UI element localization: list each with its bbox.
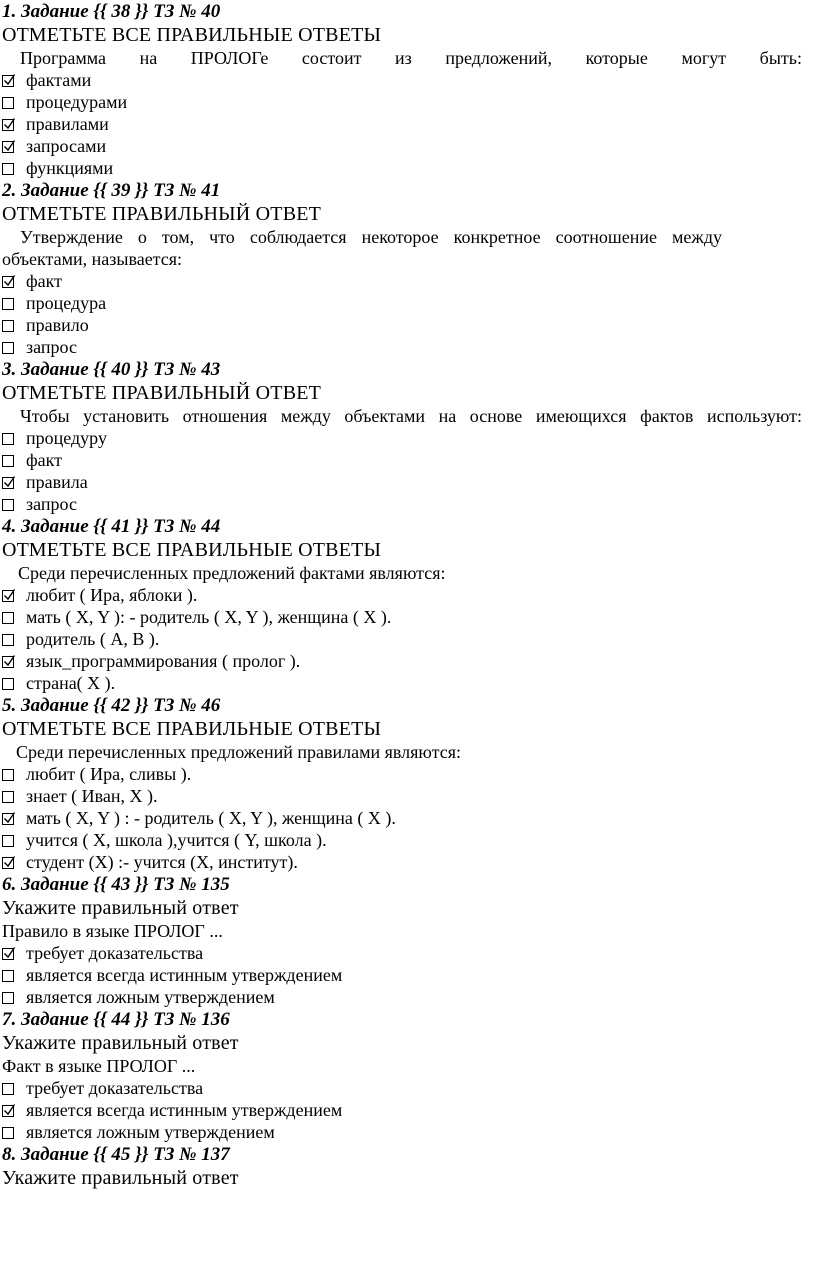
checkmark-icon (2, 475, 16, 489)
option-label: требует доказательства (26, 1078, 204, 1098)
checkbox[interactable] (2, 813, 14, 825)
answer-option[interactable] (2, 584, 812, 606)
option-label: процедурами (26, 92, 128, 112)
option-label: факт (26, 450, 63, 470)
answer-option[interactable] (2, 292, 812, 314)
checkbox[interactable] (2, 1105, 14, 1117)
checkbox[interactable] (2, 477, 14, 489)
task-header: 2. Задание {{ 39 }} ТЗ № 41 (2, 180, 221, 201)
option-label: запрос (26, 337, 77, 357)
answer-option[interactable] (2, 493, 812, 515)
task-instruction: ОТМЕТЬТЕ ВСЕ ПРАВИЛЬНЫЕ ОТВЕТЫ (2, 539, 382, 561)
task-question: Утверждение о том, что соблюдается некоторое конкретное соотношение между объектами, называется: (2, 227, 722, 269)
answer-option[interactable] (2, 672, 812, 694)
checkbox[interactable] (2, 791, 14, 803)
task-instruction: ОТМЕТЬТЕ ПРАВИЛЬНЫЙ ОТВЕТ (2, 382, 322, 404)
task-instruction: Укажите правильный ответ (2, 1032, 239, 1054)
checkbox[interactable] (2, 433, 14, 445)
task-question: Правило в языке ПРОЛОГ ... (2, 921, 223, 941)
checkbox[interactable] (2, 342, 14, 354)
task-instruction: Укажите правильный ответ (2, 897, 239, 919)
answer-option[interactable] (2, 336, 812, 358)
task-5 (2, 695, 812, 873)
checkbox[interactable] (2, 992, 14, 1004)
answer-option[interactable] (2, 650, 812, 672)
option-label: студент (X) :- учится (X, институт). (26, 852, 298, 872)
answer-option[interactable] (2, 763, 812, 785)
option-label: процедуру (26, 428, 107, 448)
answer-option[interactable] (2, 851, 812, 873)
task-8 (2, 1144, 812, 1190)
answer-option[interactable] (2, 270, 812, 292)
checkbox[interactable] (2, 163, 14, 175)
answer-option[interactable] (2, 69, 812, 91)
checkmark-icon (2, 855, 16, 869)
answer-option[interactable] (2, 427, 812, 449)
checkbox[interactable] (2, 835, 14, 847)
checkbox[interactable] (2, 455, 14, 467)
task-4 (2, 516, 812, 694)
option-label: знает ( Иван, X ). (26, 786, 158, 806)
option-label: является всегда истинным утверждением (26, 1100, 343, 1120)
option-label: функциями (26, 158, 114, 178)
option-label: является ложным утверждением (26, 1122, 275, 1142)
option-label: факт (26, 271, 63, 291)
answer-option[interactable] (2, 942, 812, 964)
checkbox[interactable] (2, 634, 14, 646)
task-header: 5. Задание {{ 42 }} ТЗ № 46 (2, 695, 221, 716)
option-label: правила (26, 472, 88, 492)
checkbox[interactable] (2, 970, 14, 982)
answer-option[interactable] (2, 1121, 812, 1143)
option-label: мать ( X, Y ) : - родитель ( X, Y ), женщина ( X ). (26, 808, 396, 828)
task-header: 6. Задание {{ 43 }} ТЗ № 135 (2, 874, 230, 895)
answer-option[interactable] (2, 807, 812, 829)
answer-option[interactable] (2, 1099, 812, 1121)
task-2 (2, 180, 812, 358)
answer-option[interactable] (2, 91, 812, 113)
checkmark-icon (2, 654, 16, 668)
task-instruction: Укажите правильный ответ (2, 1167, 239, 1189)
answer-option[interactable] (2, 964, 812, 986)
checkmark-icon (2, 811, 16, 825)
checkbox[interactable] (2, 276, 14, 288)
checkbox[interactable] (2, 1127, 14, 1139)
checkbox[interactable] (2, 298, 14, 310)
option-label: является ложным утверждением (26, 987, 275, 1007)
checkmark-icon (2, 274, 16, 288)
answer-option[interactable] (2, 135, 812, 157)
checkbox[interactable] (2, 1083, 14, 1095)
document (0, 1, 812, 1190)
task-question: Программа на ПРОЛОГе состоит из предложений, которые могут быть: (20, 48, 802, 68)
checkbox[interactable] (2, 119, 14, 131)
checkmark-icon (2, 588, 16, 602)
answer-option[interactable] (2, 785, 812, 807)
checkbox[interactable] (2, 97, 14, 109)
option-label: является всегда истинным утверждением (26, 965, 343, 985)
answer-option[interactable] (2, 606, 812, 628)
task-question: Среди перечисленных предложений правилами являются: (16, 742, 461, 762)
answer-option[interactable] (2, 628, 812, 650)
task-question: Факт в языке ПРОЛОГ ... (2, 1056, 196, 1076)
option-label: учится ( X, школа ),учится ( Y, школа ). (26, 830, 327, 850)
task-header: 8. Задание {{ 45 }} ТЗ № 137 (2, 1144, 230, 1165)
option-label: любит ( Ира, сливы ). (26, 764, 192, 784)
checkbox[interactable] (2, 75, 14, 87)
task-instruction: ОТМЕТЬТЕ ПРАВИЛЬНЫЙ ОТВЕТ (2, 203, 322, 225)
task-header: 1. Задание {{ 38 }} ТЗ № 40 (2, 1, 221, 22)
task-instruction: ОТМЕТЬТЕ ВСЕ ПРАВИЛЬНЫЕ ОТВЕТЫ (2, 24, 382, 46)
answer-option[interactable] (2, 314, 812, 336)
checkmark-icon (2, 117, 16, 131)
checkbox[interactable] (2, 590, 14, 602)
answer-option[interactable] (2, 1077, 812, 1099)
answer-option[interactable] (2, 471, 812, 493)
option-label: фактами (26, 70, 92, 90)
task-question: Чтобы установить отношения между объектами на основе имеющихся фактов используют: (20, 406, 802, 426)
task-6 (2, 874, 812, 1008)
checkbox[interactable] (2, 678, 14, 690)
checkbox[interactable] (2, 499, 14, 511)
option-label: запрос (26, 494, 77, 514)
answer-option[interactable] (2, 829, 812, 851)
checkbox[interactable] (2, 769, 14, 781)
option-label: правило (26, 315, 89, 335)
option-label: страна( X ). (26, 673, 116, 693)
answer-option[interactable] (2, 157, 812, 179)
checkbox[interactable] (2, 141, 14, 153)
checkmark-icon (2, 73, 16, 87)
checkbox[interactable] (2, 948, 14, 960)
checkbox[interactable] (2, 612, 14, 624)
answer-option[interactable] (2, 986, 812, 1008)
checkmark-icon (2, 946, 16, 960)
checkbox[interactable] (2, 857, 14, 869)
option-label: процедура (26, 293, 107, 313)
task-header: 3. Задание {{ 40 }} ТЗ № 43 (2, 359, 221, 380)
option-label: родитель ( A, B ). (26, 629, 160, 649)
option-label: мать ( X, Y ): - родитель ( X, Y ), женщина ( X ). (26, 607, 392, 627)
checkbox[interactable] (2, 320, 14, 332)
option-label: запросами (26, 136, 107, 156)
answer-option[interactable] (2, 449, 812, 471)
checkmark-icon (2, 1103, 16, 1117)
task-header: 7. Задание {{ 44 }} ТЗ № 136 (2, 1009, 230, 1030)
option-label: язык_программирования ( пролог ). (26, 651, 301, 671)
option-label: правилами (26, 114, 109, 134)
task-question: Среди перечисленных предложений фактами являются: (18, 563, 446, 583)
task-3 (2, 359, 812, 515)
option-label: требует доказательства (26, 943, 204, 963)
checkmark-icon (2, 139, 16, 153)
answer-option[interactable] (2, 113, 812, 135)
option-label: любит ( Ира, яблоки ). (26, 585, 198, 605)
checkbox[interactable] (2, 656, 14, 668)
task-7 (2, 1009, 812, 1143)
task-header: 4. Задание {{ 41 }} ТЗ № 44 (2, 516, 221, 537)
task-1 (2, 1, 812, 179)
task-instruction: ОТМЕТЬТЕ ВСЕ ПРАВИЛЬНЫЕ ОТВЕТЫ (2, 718, 382, 740)
